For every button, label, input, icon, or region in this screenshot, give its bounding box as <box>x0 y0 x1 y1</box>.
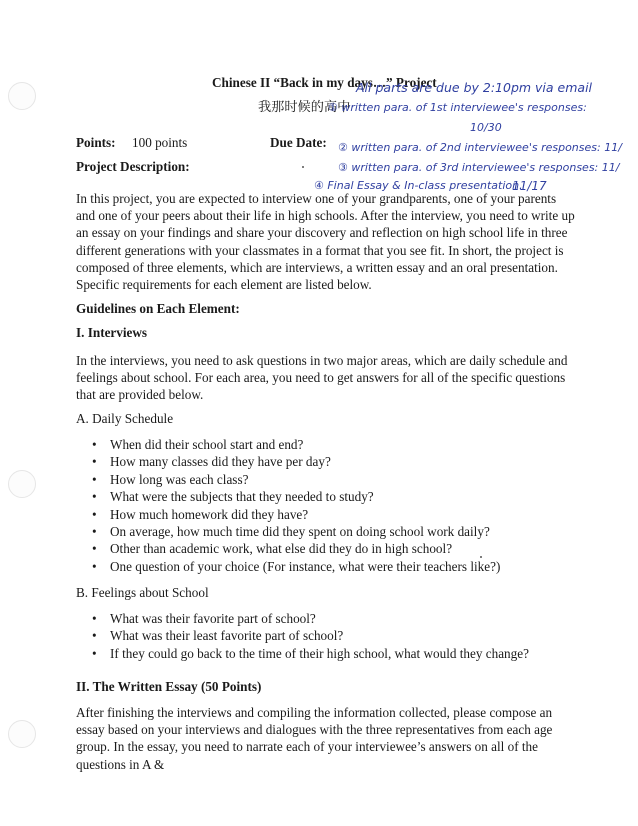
punch-hole <box>8 82 36 110</box>
list-item: • What was their least favorite part of school? <box>92 627 529 644</box>
stray-mark <box>302 166 304 168</box>
essay-paragraph: After finishing the interviews and compiling the information collected, please compose an essay based on your interviews and dialogues with the three representatives from each age group. In the essay, you need to narrate each of your interviewee’s answers on all of the questions in A & <box>76 705 553 772</box>
handwritten-item-2: ② written para. of 2nd interviewee's responses: 11/ <box>338 141 622 154</box>
list-item: • What were the subjects that they needed to study? <box>92 488 500 505</box>
due-date-label: Due Date: <box>270 135 327 150</box>
points-value: 100 points <box>132 135 188 150</box>
subsection-b-heading: B. Feelings about School <box>76 585 209 600</box>
punch-hole <box>8 470 36 498</box>
handwritten-item-4-date: 11/17 <box>512 179 547 193</box>
list-item: • How many classes did they have per day? <box>92 453 500 470</box>
project-title: Chinese II “Back in my days…” Project <box>212 75 437 90</box>
feelings-list <box>92 610 529 662</box>
handwritten-item-1-date: 10/30 <box>470 121 502 134</box>
guidelines-heading: Guidelines on Each Element: <box>76 301 240 316</box>
chinese-subtitle: 我那时候的高中 <box>258 99 351 114</box>
list-item: • One question of your choice (For instance, what were their teachers like?) <box>92 558 500 575</box>
list-item: • How much homework did they have? <box>92 506 500 523</box>
daily-schedule-list <box>92 436 500 575</box>
handwritten-due-note: All parts are due by 2:10pm via email <box>356 80 593 95</box>
list-item: • When did their school start and end? <box>92 436 500 453</box>
list-item: • How long was each class? <box>92 471 500 488</box>
list-item: • On average, how much time did they spent on doing school work daily? <box>92 523 500 540</box>
description-paragraph: In this project, you are expected to interview one of your grandparents, one of your parents and one of your peers about their life in high schools. After the interview, you need to write up an essay on your findings and share your discovery and reflection on high school life in three different generations with your classmates in a format that you see fit. In short, the project is composed of three elements, which are interviews, a written essay and an oral presentation. Specific requirements for each element are listed below. <box>76 191 575 293</box>
punch-hole <box>8 720 36 748</box>
handwritten-item-1: ① written para. of 1st interviewee's responses: <box>328 101 587 114</box>
handwritten-item-4: ④ Final Essay & In-class presentation. <box>314 179 523 192</box>
interviews-paragraph: In the interviews, you need to ask questions in two major areas, which are daily schedule and feelings about school. For each area, you need to get answers for all of the specific questions that are provided below. <box>76 353 568 403</box>
list-item: • What was their favorite part of school? <box>92 610 529 627</box>
list-item: • Other than academic work, what else did they do in high school? <box>92 540 500 557</box>
points-label: Points: <box>76 135 116 150</box>
section-1-heading: I. Interviews <box>76 325 148 340</box>
project-description-label: Project Description: <box>76 159 190 174</box>
list-item: • If they could go back to the time of their high school, what would they change? <box>92 645 529 662</box>
subsection-a-heading: A. Daily Schedule <box>76 411 174 426</box>
section-2-heading: II. The Written Essay (50 Points) <box>76 679 262 694</box>
handwritten-item-3: ③ written para. of 3rd interviewee's responses: 11/ <box>338 161 620 174</box>
